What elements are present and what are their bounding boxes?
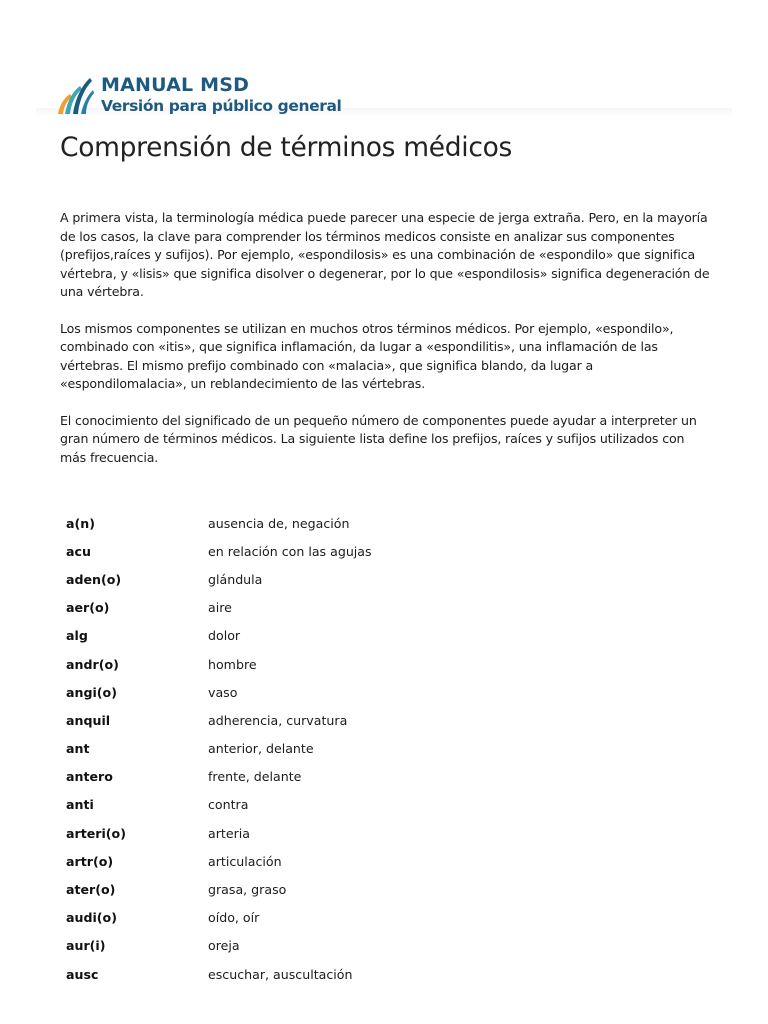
page-title: Comprensión de términos médicos (60, 132, 513, 163)
term-meaning: en relación con las agujas (208, 543, 372, 559)
term-prefix: arteri(o) (66, 825, 126, 841)
term-meaning: aire (208, 600, 232, 616)
term-prefix: angi(o) (66, 684, 117, 700)
term-row (66, 650, 706, 678)
term-row (66, 847, 706, 875)
term-meaning: ausencia de, negación (208, 515, 350, 531)
intro-paragraph: A primera vista, la terminología médica puede parecer una especie de jerga extraña. Pero, en la mayoría de los casos, la clave para comprender los términos medicos consiste en analizar sus componentes (prefijos,raíces y sufijos). Por ejemplo, «espondilosis» es una combinación de «espondilo» que significa vértebra, y «lisis» que significa disolver o degenerar, por lo que «espondilosis» significa degeneración de una vértebra. (60, 210, 710, 299)
term-row (66, 875, 706, 903)
intro-paragraph: El conocimiento del significado de un pequeño número de componentes puede ayudar a interpreter un gran número de términos médicos. La siguiente lista define los prefijos, raíces y sufijos utilizados con más frecuencia. (60, 412, 697, 465)
term-meaning: escuchar, auscultación (208, 966, 353, 982)
term-prefix: aur(i) (66, 938, 106, 954)
term-prefix: acu (66, 543, 91, 559)
term-meaning: anterior, delante (208, 741, 314, 757)
term-row (66, 904, 706, 932)
brand-name: MANUAL MSD (101, 74, 250, 96)
term-prefix: artr(o) (66, 853, 114, 869)
term-meaning: adherencia, curvatura (208, 712, 348, 728)
term-row (66, 594, 706, 622)
term-prefix: ausc (66, 966, 99, 982)
term-meaning: grasa, graso (208, 882, 287, 898)
term-meaning: oreja (208, 938, 240, 954)
term-row (66, 932, 706, 960)
term-prefix: ater(o) (66, 882, 116, 898)
term-meaning: dolor (208, 628, 241, 644)
term-prefix: audi(o) (66, 910, 117, 926)
term-meaning: vaso (208, 684, 238, 700)
term-prefix: aer(o) (66, 600, 110, 616)
term-prefix: anti (66, 797, 94, 813)
terms-list (66, 509, 706, 988)
term-meaning: contra (208, 797, 249, 813)
term-row (66, 791, 706, 819)
term-prefix: anquil (66, 712, 111, 728)
term-prefix: alg (66, 628, 88, 644)
term-row (66, 735, 706, 763)
intro-paragraph: Los mismos componentes se utilizan en muchos otros términos médicos. Por ejemplo, «espondilo», combinado con «itis», que significa inflamación, da lugar a «espondilitis», una inflamación de las vértebras. El mismo prefijo combinado con «malacia», que significa blando, da lugar a «espondilomalacia», un reblandecimiento de las vértebras. (60, 320, 674, 391)
term-prefix: antero (66, 769, 113, 785)
term-row (66, 960, 706, 988)
term-meaning: hombre (208, 656, 257, 672)
term-prefix: andr(o) (66, 656, 119, 672)
term-meaning: oído, oír (208, 910, 260, 926)
intro-text (60, 209, 712, 485)
term-row (66, 537, 706, 565)
msd-manual-logo-icon[interactable] (56, 74, 96, 118)
brand-block[interactable] (101, 74, 341, 116)
term-meaning: articulación (208, 853, 282, 869)
term-meaning: arteria (208, 825, 250, 841)
term-row (66, 819, 706, 847)
term-row (66, 622, 706, 650)
term-meaning: frente, delante (208, 769, 302, 785)
site-header (56, 74, 341, 118)
term-prefix: a(n) (66, 515, 95, 531)
term-meaning: glándula (208, 571, 263, 587)
term-row (66, 678, 706, 706)
term-prefix: ant (66, 741, 90, 757)
brand-subtitle: Versión para público general (101, 97, 342, 115)
term-row (66, 509, 706, 537)
term-row (66, 763, 706, 791)
term-row (66, 706, 706, 734)
term-prefix: aden(o) (66, 571, 122, 587)
term-row (66, 565, 706, 593)
